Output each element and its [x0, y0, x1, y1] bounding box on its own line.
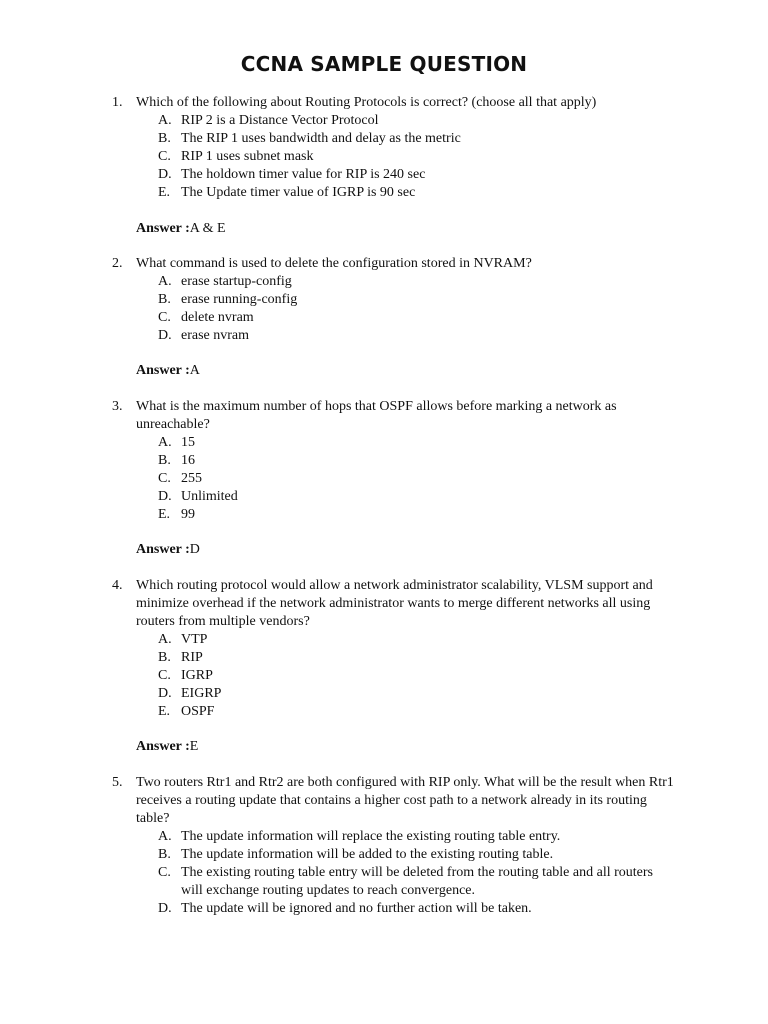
answer-value: A & E — [189, 221, 226, 236]
option-text: EIGRP — [181, 686, 222, 701]
option-letter: A. — [158, 113, 172, 128]
option — [0, 828, 768, 846]
option-text: The RIP 1 uses bandwidth and delay as the metric — [181, 131, 461, 146]
question-number: 5. — [112, 775, 123, 790]
option-text: Unlimited — [181, 489, 238, 504]
option-letter: A. — [158, 632, 172, 647]
option-text: erase running-config — [181, 292, 298, 307]
option-text: IGRP — [181, 668, 213, 683]
option-letter: E. — [158, 507, 171, 522]
option — [0, 327, 768, 345]
answer-value: D — [189, 542, 200, 557]
option-letter: C. — [158, 149, 171, 164]
option-text: RIP — [181, 650, 203, 665]
option-text: VTP — [181, 632, 208, 647]
question-text: Which of the following about Routing Protocols is correct? (choose all that apply) — [136, 95, 597, 110]
option-text: 15 — [181, 435, 195, 450]
option — [0, 703, 768, 721]
option-text: delete nvram — [181, 310, 254, 325]
option-text: The holdown timer value for RIP is 240 sec — [181, 167, 426, 182]
option-letter: A. — [158, 829, 172, 844]
answer-line — [136, 541, 200, 559]
option-letter: B. — [158, 292, 171, 307]
option-text: 255 — [181, 471, 202, 486]
answer-label: Answer : — [136, 221, 190, 236]
option-letter: A. — [158, 435, 172, 450]
option-text: OSPF — [181, 704, 215, 719]
question-number: 1. — [112, 95, 123, 110]
option — [0, 148, 768, 166]
option-letter: D. — [158, 328, 172, 343]
option-text: 99 — [181, 507, 195, 522]
option — [0, 434, 768, 452]
option-letter: D. — [158, 167, 172, 182]
option — [0, 685, 768, 703]
option — [0, 112, 768, 130]
option-text: RIP 2 is a Distance Vector Protocol — [181, 113, 379, 128]
option — [0, 506, 768, 524]
option-letter: B. — [158, 131, 171, 146]
question-number: 2. — [112, 256, 123, 271]
option-letter: E. — [158, 185, 171, 200]
option — [0, 309, 768, 327]
question-text: What is the maximum number of hops that OSPF allows before marking a network as unreachable? — [136, 399, 617, 432]
option — [0, 488, 768, 506]
option — [0, 130, 768, 148]
answer-label: Answer : — [136, 542, 190, 557]
option-text: erase startup-config — [181, 274, 292, 289]
option — [0, 649, 768, 667]
answer-line — [136, 220, 226, 238]
option — [0, 452, 768, 470]
option-letter: B. — [158, 650, 171, 665]
option-text: The Update timer value of IGRP is 90 sec — [181, 185, 416, 200]
option-text: The existing routing table entry will be deleted from the routing table and all routers will exchange routing updates to reach convergence. — [181, 865, 653, 898]
option-text: The update will be ignored and no further action will be taken. — [181, 901, 532, 916]
question-number: 4. — [112, 578, 123, 593]
option-text: The update information will be added to the existing routing table. — [181, 847, 554, 862]
option-letter: C. — [158, 471, 171, 486]
option-letter: E. — [158, 704, 171, 719]
question-text: What command is used to delete the configuration stored in NVRAM? — [136, 256, 532, 271]
answer-label: Answer : — [136, 363, 190, 378]
answer-line — [136, 362, 200, 380]
option — [0, 273, 768, 291]
answer-value: A — [189, 363, 200, 378]
option-letter: C. — [158, 668, 171, 683]
answer-label: Answer : — [136, 739, 190, 754]
question-text: Two routers Rtr1 and Rtr2 are both configured with RIP only. What will be the result when Rtr1 receives a routing update that contains a higher cost path to a network already in its routing table? — [136, 775, 674, 826]
option — [0, 470, 768, 488]
option-letter: C. — [158, 865, 171, 880]
option — [0, 667, 768, 685]
option — [0, 631, 768, 649]
option-letter: B. — [158, 453, 171, 468]
option-letter: D. — [158, 901, 172, 916]
option-text: RIP 1 uses subnet mask — [181, 149, 314, 164]
answer-line — [136, 738, 198, 756]
option-text: The update information will replace the existing routing table entry. — [181, 829, 561, 844]
answer-value: E — [189, 739, 199, 754]
option-letter: A. — [158, 274, 172, 289]
option — [0, 900, 768, 918]
option — [0, 291, 768, 309]
option-letter: D. — [158, 489, 172, 504]
option-letter: B. — [158, 847, 171, 862]
option — [0, 184, 768, 202]
option-text: 16 — [181, 453, 195, 468]
option — [0, 846, 768, 864]
option-letter: C. — [158, 310, 171, 325]
question-text: Which routing protocol would allow a network administrator scalability, VLSM support and minimize overhead if the network administrator wants to merge different networks all using routers from multiple vendors? — [136, 578, 653, 629]
question-number: 3. — [112, 399, 123, 414]
option-letter: D. — [158, 686, 172, 701]
option — [0, 864, 768, 900]
option-text: erase nvram — [181, 328, 250, 343]
option — [0, 166, 768, 184]
page-title: CCNA SAMPLE QUESTION — [240, 52, 528, 76]
